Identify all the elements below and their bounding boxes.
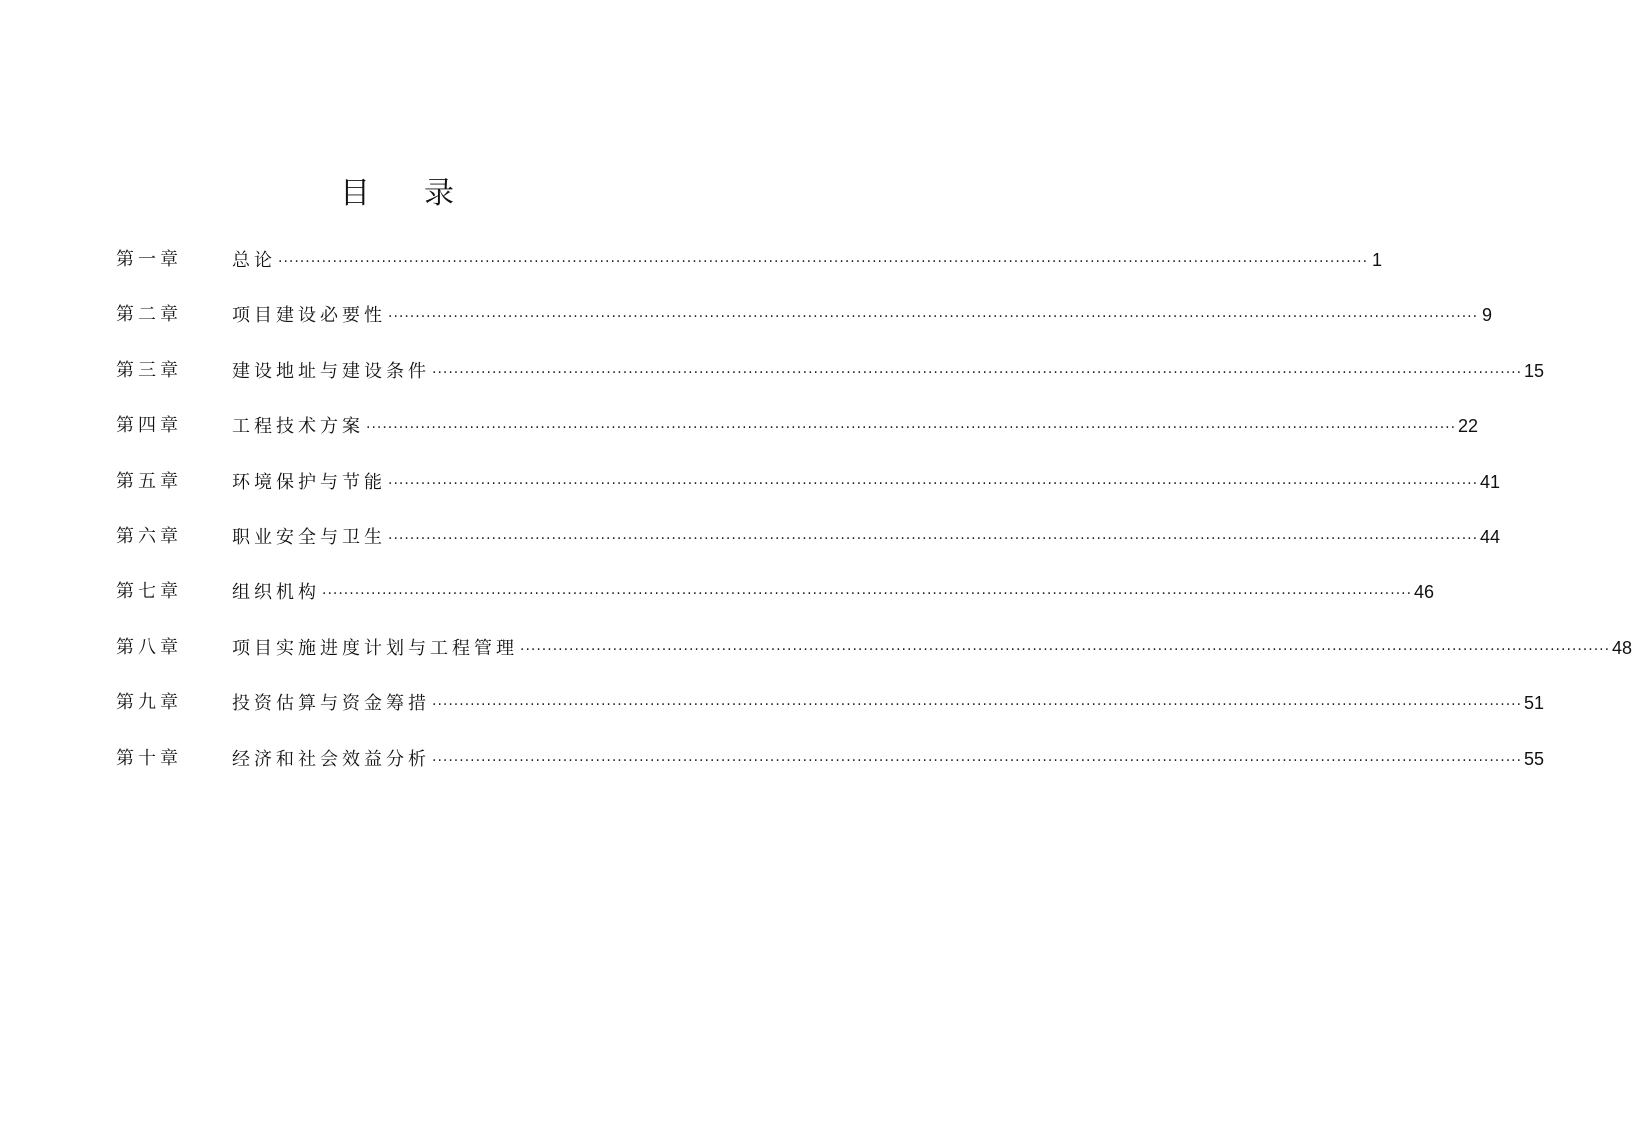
toc-chapter-label: 第三章 — [116, 359, 182, 381]
toc-page-number: 15 — [1524, 360, 1545, 381]
toc-entry-line — [232, 688, 1545, 720]
toc-entry-line — [232, 577, 1435, 609]
toc-entry-title: 总论 — [232, 250, 276, 271]
toc-leader-dots: ········································································································································································································ — [366, 420, 1457, 437]
toc-entry[interactable] — [0, 522, 1501, 552]
toc-entry-title: 环境保护与节能 — [232, 471, 386, 493]
toc-entry-line — [232, 744, 1545, 776]
toc-chapter-label: 第九章 — [116, 692, 182, 714]
toc-entry-title: 经济和社会效益分析 — [232, 748, 430, 770]
toc-page-number: 55 — [1524, 748, 1545, 769]
toc-chapter-label: 第十章 — [116, 747, 182, 769]
toc-chapter-label: 第二章 — [116, 304, 182, 326]
toc-leader-dots: ········································································································································································································ — [432, 364, 1523, 381]
toc-page-number: 41 — [1480, 471, 1501, 492]
toc-page-number: 1 — [1372, 250, 1383, 270]
toc-entry[interactable] — [0, 744, 1545, 774]
toc-entry-title: 建设地址与建设条件 — [232, 360, 430, 382]
toc-chapter-label: 第一章 — [116, 249, 182, 270]
toc-entry[interactable] — [0, 411, 1479, 441]
toc-entry-line — [232, 467, 1501, 499]
title-char-1: 目 — [340, 176, 370, 211]
toc-entry-line — [232, 522, 1501, 554]
toc-chapter-label: 第八章 — [116, 636, 182, 658]
toc-page-number: 51 — [1524, 693, 1545, 714]
toc-entry-line — [232, 300, 1493, 332]
toc-leader-dots: ········································································································································································································ — [388, 475, 1479, 492]
toc-page-number: 44 — [1480, 527, 1501, 547]
toc-entry[interactable] — [0, 300, 1493, 330]
toc-entry-title: 职业安全与卫生 — [232, 527, 386, 548]
toc-entry-line — [232, 633, 1632, 665]
toc-entry-title: 工程技术方案 — [232, 416, 364, 438]
toc-leader-dots: ········································································································································································································ — [432, 752, 1523, 769]
toc-entry[interactable] — [0, 245, 1383, 275]
toc-chapter-label: 第六章 — [116, 526, 182, 547]
toc-entry[interactable] — [0, 467, 1501, 497]
toc-chapter-label: 第五章 — [116, 470, 182, 492]
toc-entry[interactable] — [0, 633, 1632, 663]
toc-leader-dots: ········································································································································································································ — [388, 309, 1479, 326]
page-title — [0, 172, 794, 216]
title-char-2: 录 — [424, 176, 454, 211]
toc-chapter-label: 第七章 — [116, 581, 182, 603]
toc-leader-dots: ········································································································································································································ — [388, 531, 1479, 547]
toc-page-number: 46 — [1414, 582, 1435, 603]
toc-leader-dots: ········································································································································································································ — [278, 254, 1369, 270]
toc-entry-title: 项目实施进度计划与工程管理 — [232, 637, 518, 659]
toc-page-number: 22 — [1458, 416, 1479, 437]
toc-entry-title: 项目建设必要性 — [232, 305, 386, 327]
toc-entry[interactable] — [0, 577, 1435, 607]
toc-entry[interactable] — [0, 356, 1545, 386]
toc-entry-title: 组织机构 — [232, 582, 320, 604]
toc-entry[interactable] — [0, 688, 1545, 718]
toc-page-number: 48 — [1612, 637, 1632, 658]
toc-entry-title: 投资估算与资金筹措 — [232, 693, 430, 715]
toc-leader-dots: ········································································································································································································ — [520, 641, 1611, 658]
toc-entry-line — [232, 245, 1383, 277]
toc-leader-dots: ········································································································································································································ — [432, 697, 1523, 714]
toc-entry-line — [232, 411, 1479, 443]
toc-page-number: 9 — [1482, 305, 1493, 326]
toc-chapter-label: 第四章 — [116, 415, 182, 437]
toc-entry-line — [232, 356, 1545, 388]
toc-leader-dots: ········································································································································································································ — [322, 586, 1413, 603]
